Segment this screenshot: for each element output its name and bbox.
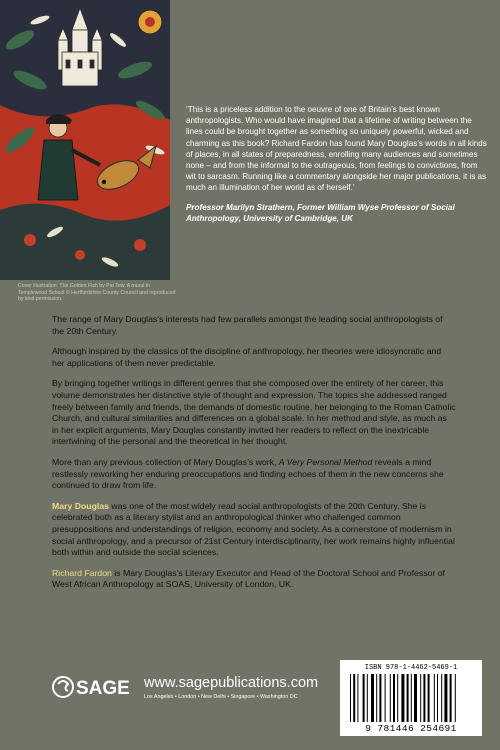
blurb-paragraph-1: The range of Mary Douglas’s interests had few parallels amongst the leading social anthropologists of the 20th Century. <box>52 314 443 336</box>
publisher-url[interactable]: www.sagepublications.com <box>144 675 319 691</box>
sage-logo <box>52 675 134 699</box>
p4-rest: reveals a mind restlessly reworking her enduring preoccupations and finding echoes of them in the new concerns she continued to draw from life. <box>52 456 444 491</box>
book-title: A Very Personal Method <box>278 456 373 467</box>
blurb-paragraph-2: Although inspired by the classics of the discipline of anthropology, her theories were idiosyncratic and her applications of them never predictable. <box>52 346 442 368</box>
author-bio-text: was one of the most widely read social anthropologists of the 20th Century. She is celebrated both as a literary stylist and an anthropological thinker who challenged common presuppositions and understandings of religion, economy and society. As a cornerstone of modernism in social anthropology, and a precursor of 21st Century interdisciplinarity, her work remains highly influential both within and outside the social sciences. <box>52 500 455 558</box>
quote-attribution: Professor Marilyn Strathern, Former William Wyse Professor of Social Anthropology, University of Cambridge, UK <box>186 202 455 223</box>
mural-artwork <box>0 0 170 280</box>
author-name: Mary Douglas <box>52 500 109 511</box>
blurb-paragraph-4 <box>52 457 456 492</box>
book-blurb <box>52 314 456 600</box>
publisher-cities: Los Angeles • London • New Delhi • Singapore • Washington DC <box>144 694 298 700</box>
author-bio <box>52 501 456 559</box>
quote-text: ‘This is a priceless addition to the oeuvre of one of Britain’s best known anthropologists. Who would have imagined that a lifetime of writing between the lines could be brought together as something so uniquely powerful, wicked and charming as this book? Richard Fardon has found Mary Douglas’s words in all kinds of places, in all states of preparedness, enrolling many audiences and sometimes none – and from the informal to the outrageous, from feelings to convictions, from wit to sarcasm. Running like a commentary alongside her major publications, it is as much an illumination of her world as of herself.’ <box>186 105 487 193</box>
p4-lead: More than any previous collection of Mary Douglas’s work, <box>52 456 279 467</box>
editor-bio-text: is Mary Douglas’s Literary Executor and Head of the Doctoral School and Professor of West African Anthropology at SOAS, University of London, UK. <box>52 567 445 590</box>
isbn-label: ISBN 978-1-4462-5469-1 <box>364 664 458 672</box>
isbn-barcode <box>340 660 482 736</box>
sage-logo-text: SAGE <box>76 678 130 699</box>
blurb-paragraph-3: By bringing together writings in different genres that she composed over the entirety of her career, this volume demonstrates her distinctive style of thought and expression. The topics she addressed ranged freely between family and friends, the demands of domestic routine, her belonging to the Roman Catholic Church, and cultural similarities and differences on a global scale. In her method and style, as much as in her explicit arguments, Mary Douglas constantly invited her readers to reflect on the inextricable intertwining of the personal and the theoretical in her thought. <box>52 378 456 447</box>
cover-caption: Cover illustration: The Golden Fish by Pat Tew. A mural in Templewood School © Hertfordshire County Council and reproduced by kind permission. <box>18 283 176 303</box>
endorsement-quote <box>186 104 488 224</box>
editor-bio <box>52 568 456 591</box>
sage-logo-mark <box>52 675 134 699</box>
cover-illustration <box>0 0 170 280</box>
editor-name: Richard Fardon <box>52 567 112 578</box>
barcode-bars <box>348 674 474 722</box>
isbn-digits: 9 781446 254691 <box>365 723 457 734</box>
